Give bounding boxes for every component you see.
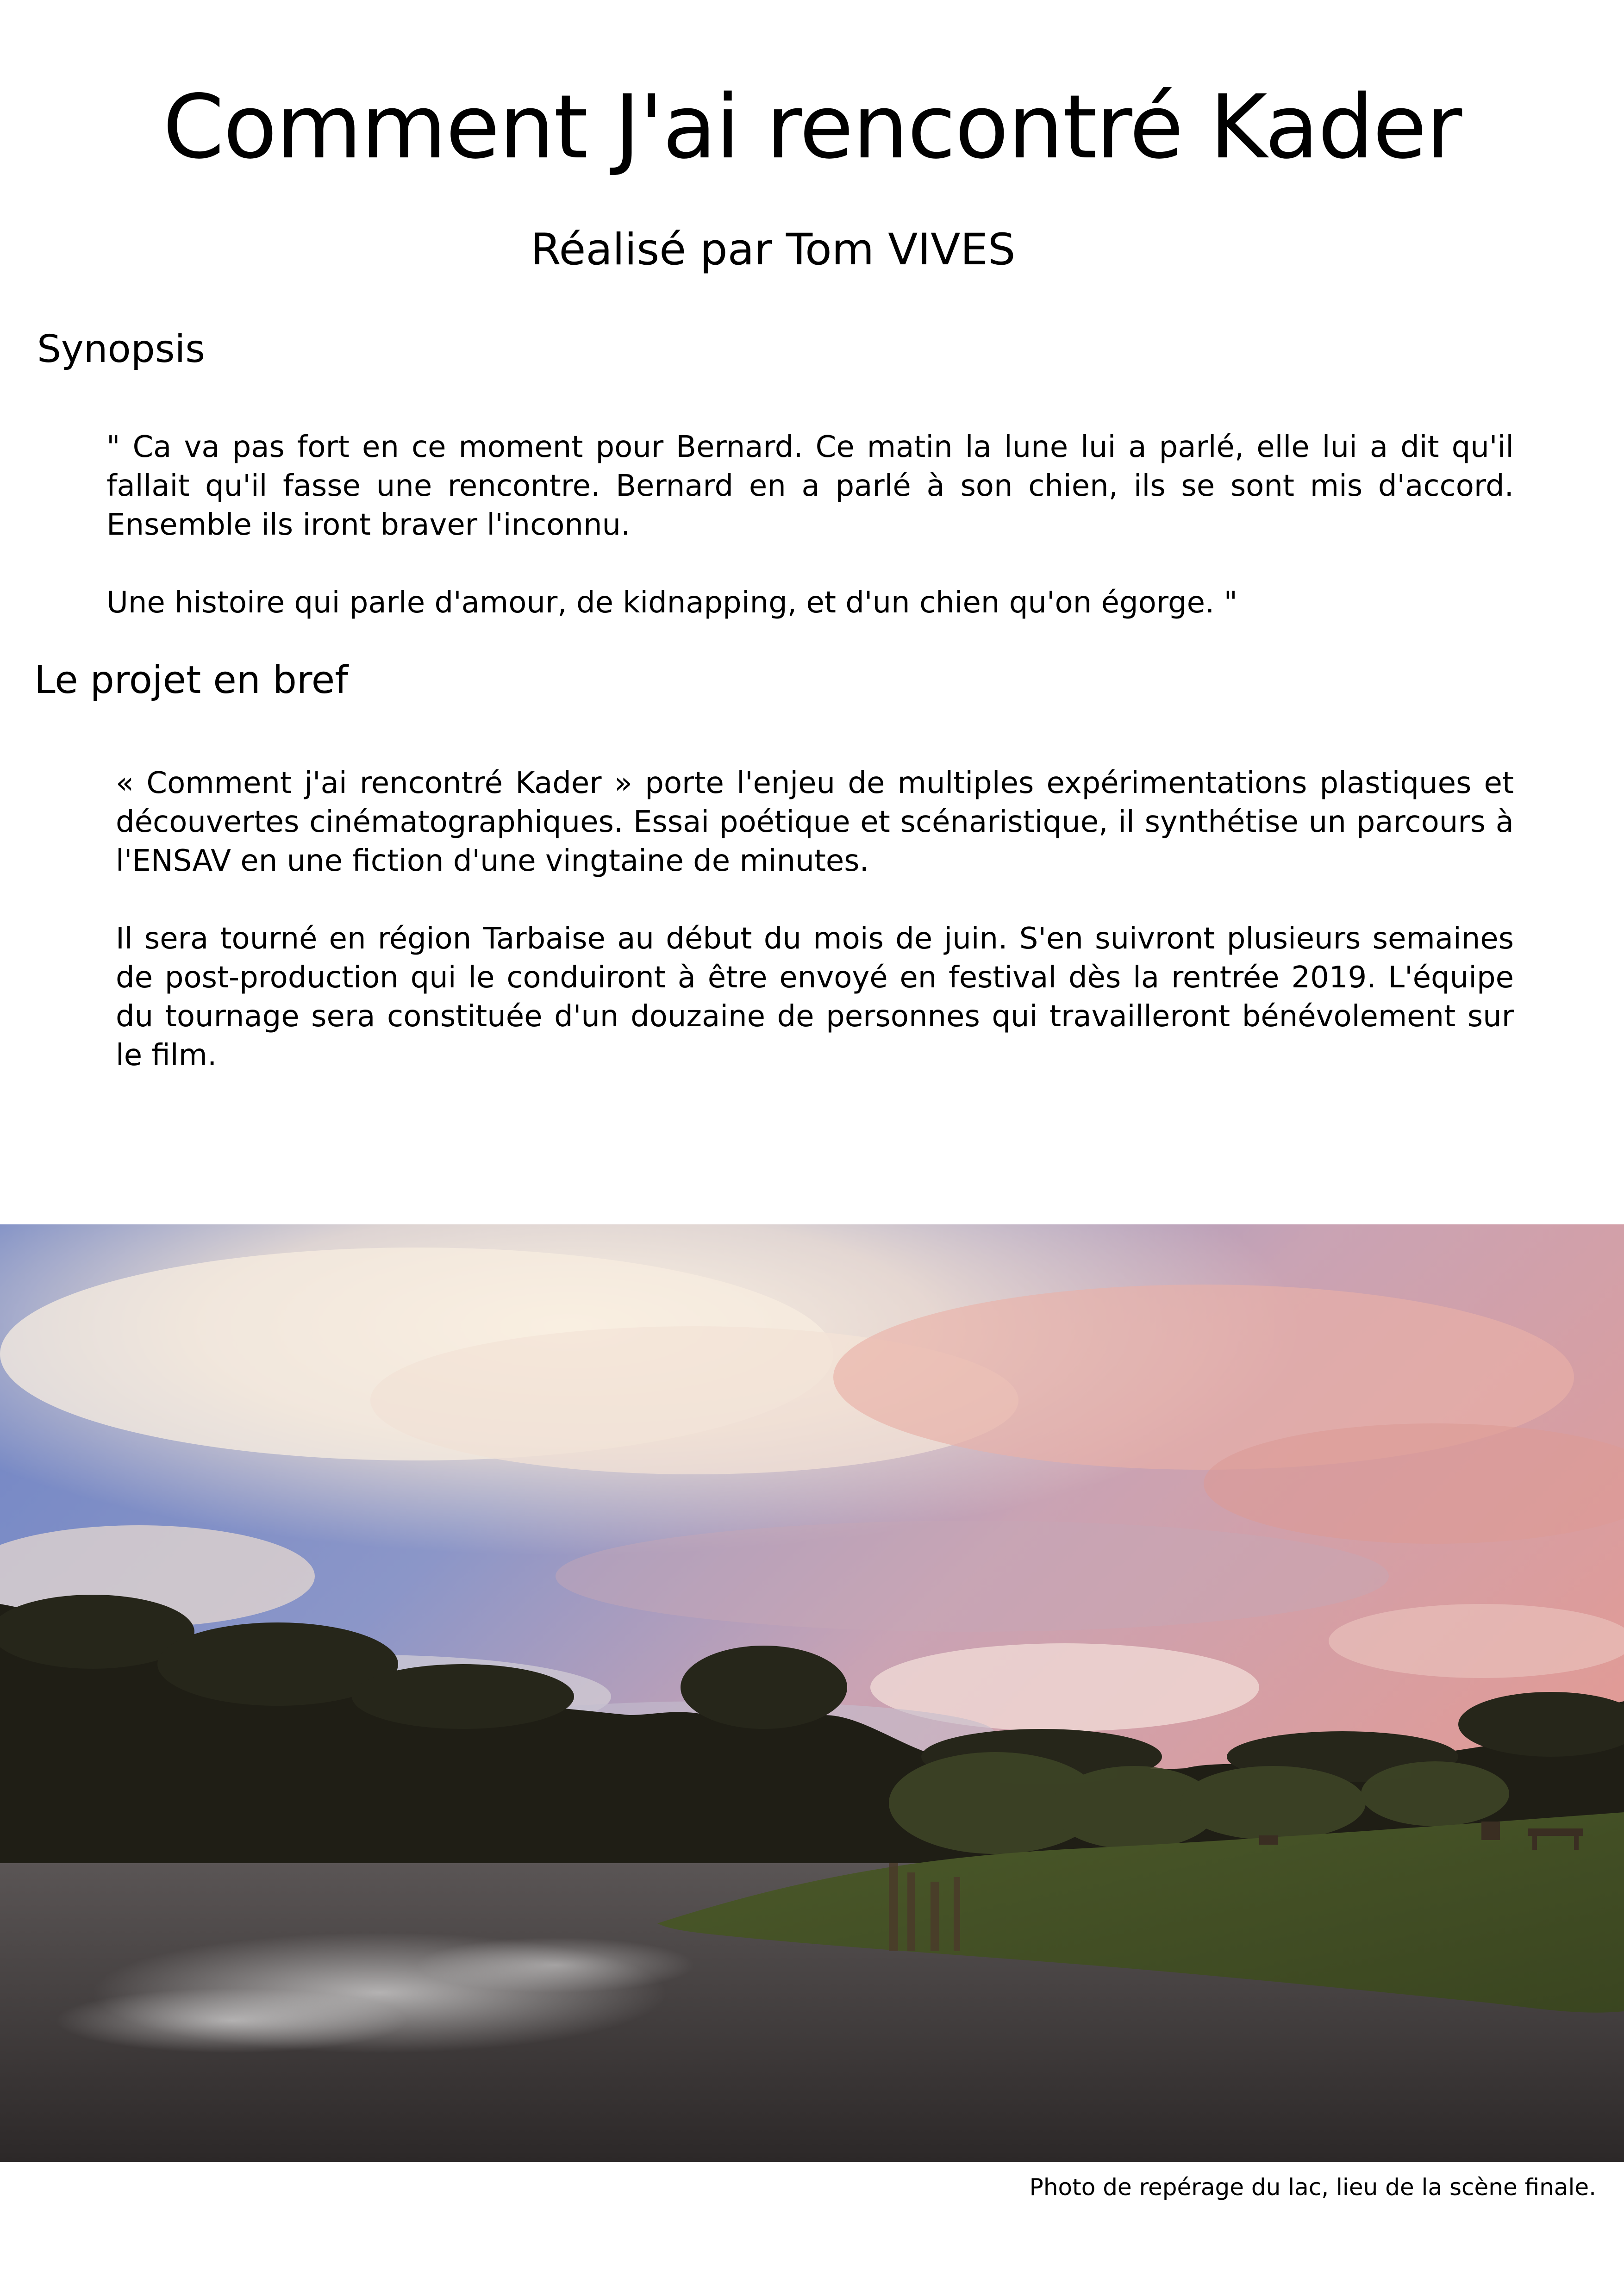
synopsis-heading: Synopsis	[37, 327, 205, 371]
lake-photo-illustration	[0, 1224, 1624, 2162]
projet-body	[116, 764, 1514, 1075]
photo-caption: Photo de repérage du lac, lieu de la scène finale.	[1029, 2174, 1596, 2201]
projet-heading: Le projet en bref	[34, 658, 349, 702]
projet-paragraph: Il sera tourné en région Tarbaise au début du mois de juin. S'en suivront plusieurs semaines de post-production qui le conduiront à être envoyé en festival dès la rentrée 2019. L'équipe du tournage sera constituée d'un douzaine de personnes qui travailleront bénévolement sur le film.	[116, 922, 1514, 1073]
synopsis-body	[106, 428, 1514, 622]
lake-photo	[0, 1224, 1624, 2162]
document-title: Comment J'ai rencontré Kader	[162, 76, 1462, 178]
synopsis-paragraph: " Ca va pas fort en ce moment pour Bernard. Ce matin la lune lui a parlé, elle lui a dit qu'il fallait qu'il fasse une rencontre. Bernard en a parlé à son chien, ils se sont mis d'accord. Ensemble ils iront braver l'inconnu.	[106, 430, 1514, 542]
projet-paragraph: « Comment j'ai rencontré Kader » porte l'enjeu de multiples expérimentations plastiques et découvertes cinématographiques. Essai poétique et scénaristique, il synthétise un parcours à l'ENSAV en une fiction d'une vingtaine de minutes.	[116, 766, 1514, 878]
document-subtitle: Réalisé par Tom VIVES	[531, 225, 1016, 275]
synopsis-paragraph: Une histoire qui parle d'amour, de kidnapping, et d'un chien qu'on égorge. "	[106, 586, 1238, 620]
